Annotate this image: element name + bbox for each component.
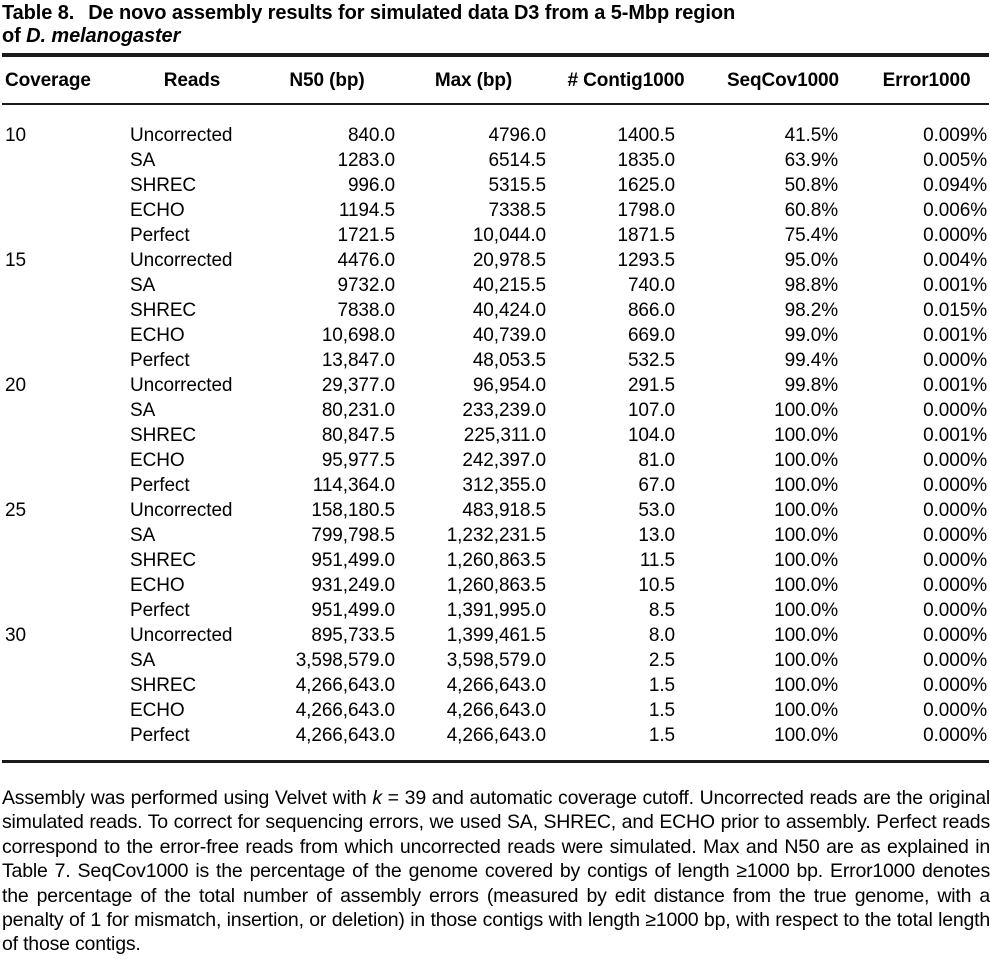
table-cell: 996.0 [347,175,395,196]
table-cell: 100.0% [774,450,838,471]
table-cell [2,673,127,698]
table-cell [2,423,127,448]
column-header: Error1000 [882,70,971,91]
table-cell: 0.000% [923,450,987,471]
table-cell: 1.5 [648,675,675,696]
table-cell: 225,311.0 [463,425,546,446]
table-cell: 951,499.0 [311,600,395,621]
table-row [2,498,989,523]
table-cell: 7338.5 [488,200,546,221]
table-cell: 1,399,461.5 [446,625,546,646]
table-cell: 0.001% [923,375,987,396]
table-cell: Perfect [130,475,190,496]
table-cell: 233,239.0 [462,400,546,421]
table-cell: 0.000% [923,350,987,371]
table-caption [2,2,990,48]
table-row [2,698,989,723]
table-cell: 81.0 [638,450,675,471]
table-cell: 0.000% [923,400,987,421]
caption-line-2 [2,25,990,48]
table-cell: 1,391,995.0 [446,600,546,621]
table-cell: 10,698.0 [321,325,395,346]
table-cell: 99.0% [784,325,838,346]
table-cell: 0.000% [923,525,987,546]
table-cell: 0.005% [923,150,987,171]
table-cell: SA [130,150,156,171]
caption-line-1 [2,2,990,25]
table-cell: SA [130,525,156,546]
column-header: Reads [163,70,221,91]
table-cell [2,698,127,723]
table-cell: 840.0 [347,125,395,146]
table-cell: 0.015% [923,300,987,321]
table-cell [2,198,127,223]
column-header: N50 (bp) [289,70,365,91]
table-cell: 1871.5 [617,225,675,246]
table-cell: 0.000% [923,225,987,246]
table-cell: 4,266,643.0 [295,675,395,696]
table-cell: 1,232,231.5 [446,525,546,546]
table-cell: 4796.0 [488,125,546,146]
table-cell: 0.000% [923,575,987,596]
table-cell: Perfect [130,225,190,246]
table-cell: 1400.5 [617,125,675,146]
table-cell: 9732.0 [337,275,395,296]
table-cell [2,573,127,598]
table-cell: 0.009% [923,125,987,146]
table-header-row [2,55,989,104]
table-cell: 866.0 [627,300,675,321]
table-cell: 0.000% [923,625,987,646]
table-cell: 0.001% [923,275,987,296]
column-header: SeqCov1000 [726,70,839,91]
table-cell: 10.5 [638,575,675,596]
table-cell [2,523,127,548]
table-cell: 4476.0 [337,250,395,271]
table-row [2,598,989,623]
table-cell [2,648,127,673]
table-cell: 100.0% [774,625,838,646]
table-cell: 1835.0 [617,150,675,171]
table-cell: 1293.5 [617,250,675,271]
table-cell: 100.0% [774,650,838,671]
table-cell: 242,397.0 [462,450,546,471]
table-cell: 40,424.0 [472,300,546,321]
table-body [2,104,989,762]
table-cell: 100.0% [774,700,838,721]
table-cell: SHREC [130,300,197,321]
table-cell [2,723,127,762]
table-cell: Perfect [130,600,190,621]
table-cell: 114,364.0 [312,475,395,496]
table-cell: 0.000% [923,675,987,696]
table-cell: 25 [5,500,26,521]
footnote-text-after-k: = 39 and automatic coverage cutoff. Uncorrected reads are the original simulated reads. To correct for sequencing errors, we used SA, SHREC, and ECHO prior to assembly. Perfect reads correspond to the error-free reads from which uncorrected reads were simulated. Max and N50 are as explained in Table 7. SeqCov1000 is the percentage of the genome covered by contigs of length ≥1000 bp. Error1000 denotes the percentage of the total number of assembly errors (measured by edit distance from the true genome, with a penalty of 1 for mismatch, insertion, or deletion) in those contigs with length ≥1000 bp, with respect to the total length of those contigs. [2,787,990,956]
table-cell: 1.5 [648,725,675,746]
table-cell: 10 [5,125,26,146]
table-cell: 95.0% [784,250,838,271]
table-cell [2,323,127,348]
table-row [2,198,989,223]
table-cell: 96,954.0 [472,375,546,396]
table-cell: 30 [5,625,26,646]
table-cell: 29,377.0 [321,375,395,396]
table-cell [2,348,127,373]
table-row [2,348,989,373]
table-cell: 951,499.0 [311,550,395,571]
table-cell: 100.0% [774,725,838,746]
table-cell: ECHO [130,575,185,596]
table-cell: 100.0% [774,600,838,621]
table-cell: 0.000% [923,650,987,671]
table-cell: 40,215.5 [472,275,546,296]
table-cell [2,273,127,298]
table-cell: SHREC [130,425,197,446]
table-cell: 7838.0 [337,300,395,321]
table-cell [2,223,127,248]
table-row [2,298,989,323]
caption-line2-prefix: of [2,25,27,47]
table-cell: 67.0 [638,475,675,496]
table-row [2,623,989,648]
table-cell: 50.8% [784,175,838,196]
table-cell: 4,266,643.0 [295,700,395,721]
table-cell: ECHO [130,450,185,471]
table-row [2,673,989,698]
table-cell [2,398,127,423]
table-cell: 8.0 [648,625,675,646]
table-cell: 80,847.5 [321,425,395,446]
table-cell: 2.5 [648,650,675,671]
table-cell: 0.001% [923,325,987,346]
table-row [2,248,989,273]
table-footnote [2,786,990,957]
table-cell: Perfect [130,725,190,746]
table-cell: 799,798.5 [311,525,395,546]
table-row [2,473,989,498]
table-row [2,173,989,198]
table-cell: 100.0% [774,550,838,571]
table-cell: 291.5 [627,375,675,396]
table-cell: 104.0 [627,425,675,446]
table-row [2,448,989,473]
table-cell: 0.000% [923,550,987,571]
table-cell: 11.5 [639,550,675,571]
table-cell: 4,266,643.0 [295,725,395,746]
table-cell: 60.8% [784,200,838,221]
table-cell: 4,266,643.0 [446,700,546,721]
caption-species-italic: D. melanogaster [26,25,181,47]
table-cell: Uncorrected [130,500,233,521]
table-row [2,423,989,448]
table-cell: 740.0 [627,275,675,296]
footnote-k-italic: k [372,787,382,809]
table-cell: 53.0 [638,500,675,521]
table-cell: Uncorrected [130,250,233,271]
table-cell: 931,249.0 [311,575,395,596]
table-cell: 532.5 [627,350,675,371]
table-cell: 0.000% [923,500,987,521]
table-cell: 75.4% [784,225,838,246]
table-cell: 0.000% [923,700,987,721]
table-cell: 41.5% [784,125,838,146]
table-cell: 895,733.5 [311,625,395,646]
table-cell: 0.006% [923,200,987,221]
table-cell: 312,355.0 [462,475,546,496]
table-row [2,223,989,248]
table-cell: 100.0% [774,425,838,446]
table-cell: SHREC [130,550,197,571]
footnote-text-before-k: Assembly was performed using Velvet with [2,787,373,809]
table-row [2,723,989,762]
table-row [2,323,989,348]
table-cell [2,448,127,473]
table-cell: 48,053.5 [472,350,546,371]
table-cell: 80,231.0 [321,400,395,421]
table-row [2,373,989,398]
table-cell: 483,918.5 [462,500,546,521]
caption-title-text: De novo assembly results for simulated data D3 from a 5-Mbp region [88,2,736,24]
table-row [2,523,989,548]
table-cell: 107.0 [627,400,675,421]
table-cell: 0.000% [923,600,987,621]
table-cell: 98.8% [784,275,838,296]
table-cell: 100.0% [774,475,838,496]
table-row [2,148,989,173]
table-row [2,273,989,298]
table-cell: 40,739.0 [472,325,546,346]
table-cell: 1283.0 [337,150,395,171]
table-cell: 100.0% [774,575,838,596]
table-cell: 100.0% [774,400,838,421]
table-cell: 5315.5 [488,175,546,196]
table-cell: 1,260,863.5 [446,550,546,571]
table-cell: 13,847.0 [321,350,395,371]
table-row [2,104,989,148]
table-row [2,648,989,673]
table-cell: Perfect [130,350,190,371]
table-cell [2,173,127,198]
table-cell [2,473,127,498]
table-row [2,573,989,598]
table-cell: 10,044.0 [472,225,546,246]
table-cell [2,598,127,623]
table-cell: 1,260,863.5 [446,575,546,596]
table-cell: 0.001% [923,425,987,446]
column-header: # Contig1000 [567,70,685,91]
table-cell: 100.0% [774,525,838,546]
table-cell: 20 [5,375,26,396]
table-cell: ECHO [130,200,185,221]
table-cell: 0.094% [923,175,987,196]
table-cell: 63.9% [784,150,838,171]
table-cell: ECHO [130,700,185,721]
table-cell: 1194.5 [338,200,395,221]
table-row [2,548,989,573]
table-cell: SA [130,400,156,421]
table-cell: 100.0% [774,500,838,521]
table-cell: 4,266,643.0 [446,675,546,696]
table-cell: 158,180.5 [311,500,395,521]
table-cell: 3,598,579.0 [295,650,395,671]
table-cell: 3,598,579.0 [446,650,546,671]
table-cell: 4,266,643.0 [446,725,546,746]
table-cell: 98.2% [784,300,838,321]
table-number-label: Table 8. [2,2,75,24]
table-cell: 0.000% [923,475,987,496]
table-cell: 669.0 [627,325,675,346]
table-cell: 95,977.5 [321,450,395,471]
table-cell: SA [130,275,156,296]
table-cell: 13.0 [638,525,675,546]
table-cell: 20,978.5 [472,250,546,271]
table-cell: Uncorrected [130,125,233,146]
table-cell: ECHO [130,325,185,346]
table-cell: 15 [5,250,26,271]
table-cell: 99.4% [784,350,838,371]
table-cell: 1.5 [648,700,675,721]
table-cell: Uncorrected [130,625,233,646]
table-cell: 1625.0 [617,175,675,196]
table-cell: 0.004% [923,250,987,271]
table-cell: 100.0% [774,675,838,696]
table-cell: Uncorrected [130,375,233,396]
table-cell: 1721.5 [337,225,395,246]
table-cell [2,548,127,573]
column-header: Coverage [5,70,91,91]
table-row [2,398,989,423]
table-cell [2,148,127,173]
table-cell: SA [130,650,156,671]
table-cell: 1798.0 [617,200,675,221]
table-cell: SHREC [130,175,197,196]
table-cell: 0.000% [923,725,987,746]
table-cell: 6514.5 [488,150,546,171]
table-cell: 8.5 [648,600,675,621]
table-cell: SHREC [130,675,197,696]
assembly-results-table [2,53,989,763]
table-cell: 99.8% [784,375,838,396]
table-cell [2,298,127,323]
column-header: Max (bp) [434,70,513,91]
